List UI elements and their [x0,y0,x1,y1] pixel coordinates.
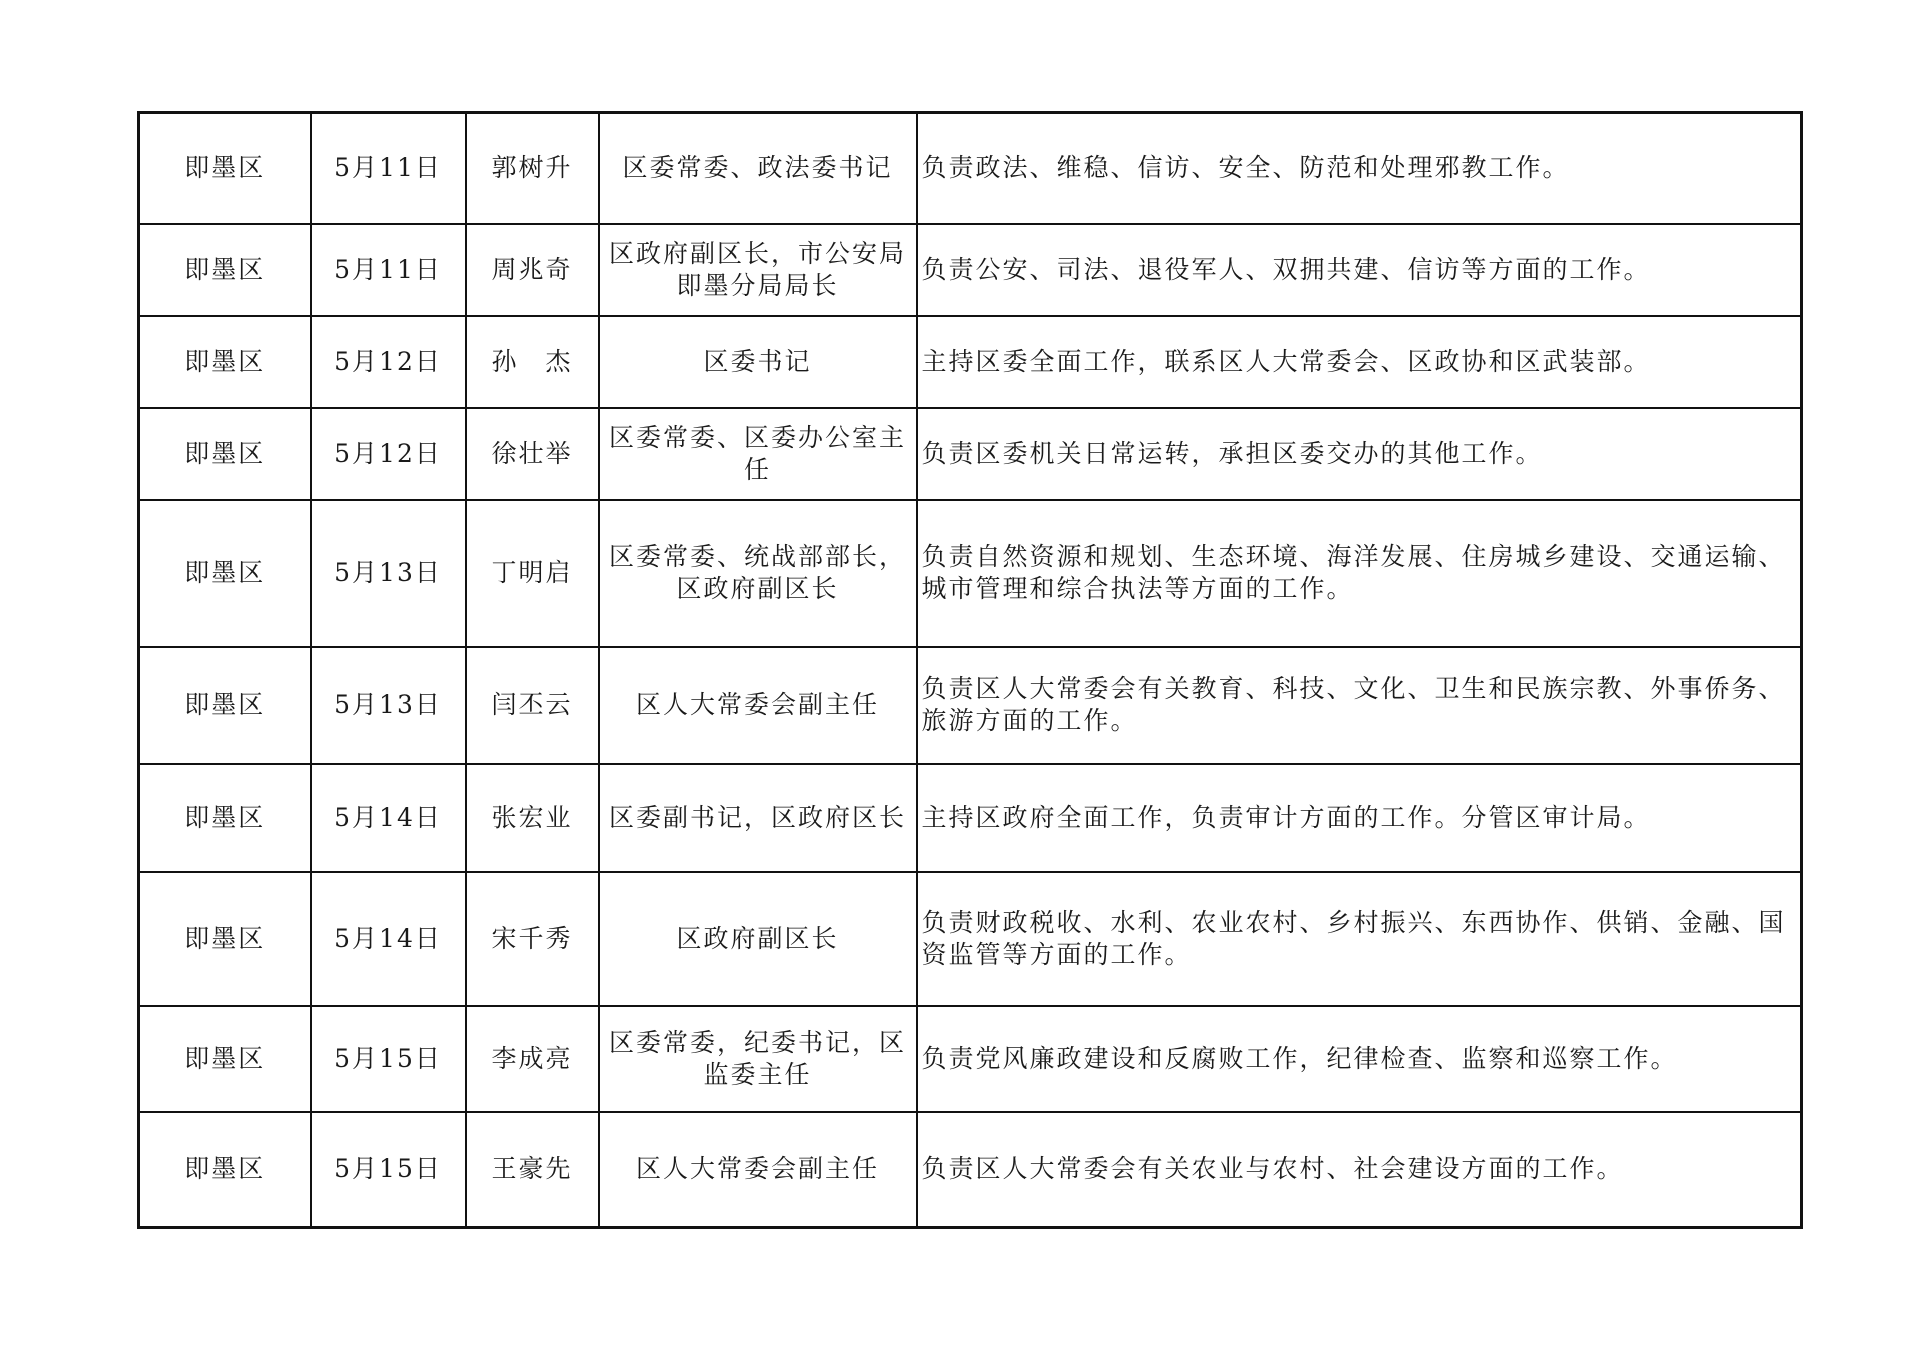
duty-cell: 负责自然资源和规划、生态环境、海洋发展、住房城乡建设、交通运输、城市管理和综合执法等方面的工作。 [917,500,1802,647]
name-cell: 徐壮举 [466,408,599,500]
date-cell: 5月11日 [311,113,466,224]
title-cell: 区委常委、区委办公室主任 [599,408,917,500]
name-cell: 李成亮 [466,1006,599,1112]
table-row [139,1006,1802,1112]
date-cell: 5月13日 [311,647,466,764]
title-cell: 区委常委、统战部部长，区政府副区长 [599,500,917,647]
duty-cell: 负责公安、司法、退役军人、双拥共建、信访等方面的工作。 [917,224,1802,316]
date-cell: 5月14日 [311,764,466,872]
area-cell: 即墨区 [139,500,311,647]
duty-cell: 负责区人大常委会有关教育、科技、文化、卫生和民族宗教、外事侨务、旅游方面的工作。 [917,647,1802,764]
area-cell: 即墨区 [139,647,311,764]
area-cell: 即墨区 [139,408,311,500]
duty-cell: 负责党风廉政建设和反腐败工作，纪律检查、监察和巡察工作。 [917,1006,1802,1112]
area-cell: 即墨区 [139,1112,311,1228]
area-cell: 即墨区 [139,113,311,224]
name-cell: 张宏业 [466,764,599,872]
name-cell: 闫丕云 [466,647,599,764]
title-cell: 区政府副区长 [599,872,917,1006]
date-cell: 5月12日 [311,408,466,500]
title-cell: 区政府副区长，市公安局即墨分局局长 [599,224,917,316]
table-row [139,500,1802,647]
name-cell: 郭树升 [466,113,599,224]
duty-cell: 主持区委全面工作，联系区人大常委会、区政协和区武装部。 [917,316,1802,408]
area-cell: 即墨区 [139,872,311,1006]
table-row [139,113,1802,224]
name-cell: 王豪先 [466,1112,599,1228]
date-cell: 5月12日 [311,316,466,408]
title-cell: 区人大常委会副主任 [599,1112,917,1228]
duty-cell: 负责区人大常委会有关农业与农村、社会建设方面的工作。 [917,1112,1802,1228]
title-cell: 区委副书记，区政府区长 [599,764,917,872]
date-cell: 5月15日 [311,1006,466,1112]
table-row [139,764,1802,872]
title-cell: 区人大常委会副主任 [599,647,917,764]
area-cell: 即墨区 [139,316,311,408]
date-cell: 5月11日 [311,224,466,316]
area-cell: 即墨区 [139,1006,311,1112]
table-row [139,647,1802,764]
area-cell: 即墨区 [139,224,311,316]
duty-cell: 负责区委机关日常运转，承担区委交办的其他工作。 [917,408,1802,500]
date-cell: 5月14日 [311,872,466,1006]
title-cell: 区委常委，纪委书记，区监委主任 [599,1006,917,1112]
title-cell: 区委常委、政法委书记 [599,113,917,224]
table-row [139,1112,1802,1228]
duty-cell: 主持区政府全面工作，负责审计方面的工作。分管区审计局。 [917,764,1802,872]
title-cell: 区委书记 [599,316,917,408]
name-cell: 丁明启 [466,500,599,647]
date-cell: 5月13日 [311,500,466,647]
table-row [139,872,1802,1006]
name-cell: 孙 杰 [466,316,599,408]
name-cell: 宋千秀 [466,872,599,1006]
name-cell: 周兆奇 [466,224,599,316]
table-row [139,224,1802,316]
table-row [139,316,1802,408]
area-cell: 即墨区 [139,764,311,872]
schedule-table [137,111,1803,1229]
duty-cell: 负责财政税收、水利、农业农村、乡村振兴、东西协作、供销、金融、国资监管等方面的工作。 [917,872,1802,1006]
date-cell: 5月15日 [311,1112,466,1228]
duty-cell: 负责政法、维稳、信访、安全、防范和处理邪教工作。 [917,113,1802,224]
table-row [139,408,1802,500]
